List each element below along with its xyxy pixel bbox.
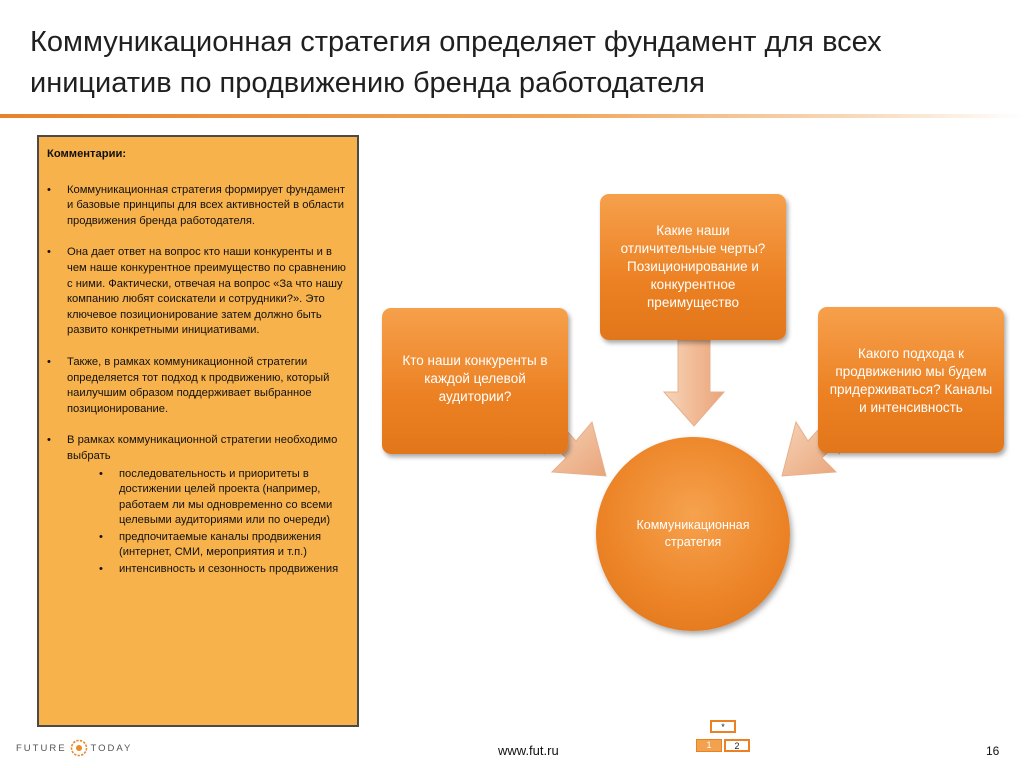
comment-bullet-with-subitems: [47, 433, 347, 577]
logo-text-right: TODAY: [90, 742, 133, 754]
arrow-down-from-top-box: [664, 340, 724, 426]
comment-bullet-text: В рамках коммуникационной стратегии необходимо выбрать: [67, 434, 338, 462]
comments-panel: [37, 135, 359, 727]
diagram-box-approach: Какого подхода к продвижению мы будем придерживаться? Каналы и интенсивность: [818, 307, 1004, 453]
comment-bullet: • Также, в рамках коммуникационной стратегии определяется тот подход к продвижению, который наилучшим образом поддерживает выбранное позиционирование.: [47, 355, 347, 417]
comment-sub-bullet: • предпочитаемые каналы продвижения (интернет, СМИ, мероприятия и т.п.): [67, 530, 347, 561]
comment-sub-list: [67, 467, 347, 578]
diagram-box-differentiators: Какие наши отличительные черты? Позиционирование и конкурентное преимущество: [600, 194, 786, 340]
footer-url-link[interactable]: www.fut.ru: [498, 743, 559, 758]
comments-list: [47, 183, 347, 578]
pager-star-button[interactable]: *: [710, 720, 736, 733]
slide-page-number: 16: [986, 744, 1000, 758]
logo-circle-icon: [70, 739, 88, 757]
pager-page-2-button[interactable]: 2: [724, 739, 750, 752]
comment-bullet: • Она дает ответ на вопрос кто наши конкуренты и в чем наше конкурентное преимущество по сравнению с ними. Фактически, отвечая на вопрос «За что нашу компанию любят соискатели и сотрудники?». Это ключевое позиционирование затем должно быть развито конкретными инициативами.: [47, 245, 347, 339]
title-underline: [0, 114, 1024, 118]
pager-page-1-button[interactable]: 1: [696, 739, 722, 752]
comment-bullet: • Коммуникационная стратегия формирует фундамент и базовые принципы для всех активностей в области продвижения бренда работодателя.: [47, 183, 347, 230]
company-logo: [16, 738, 132, 758]
comment-sub-bullet: • последовательность и приоритеты в достижении целей проекта (например, работаем ли мы одновременно со всеми целевыми аудиториями или по очереди): [67, 467, 347, 529]
logo-text-left: FUTURE: [16, 742, 67, 754]
slide-pager: [696, 720, 760, 756]
comments-heading: Комментарии:: [47, 148, 127, 160]
comment-sub-bullet: • интенсивность и сезонность продвижения: [67, 562, 347, 578]
diagram-center-strategy: Коммуникационная стратегия: [596, 437, 790, 631]
slide-title: Коммуникационная стратегия определяет фундамент для всех инициатив по продвижению бренда работодателя: [30, 26, 882, 99]
diagram-box-competitors: Кто наши конкуренты в каждой целевой аудитории?: [382, 308, 568, 454]
